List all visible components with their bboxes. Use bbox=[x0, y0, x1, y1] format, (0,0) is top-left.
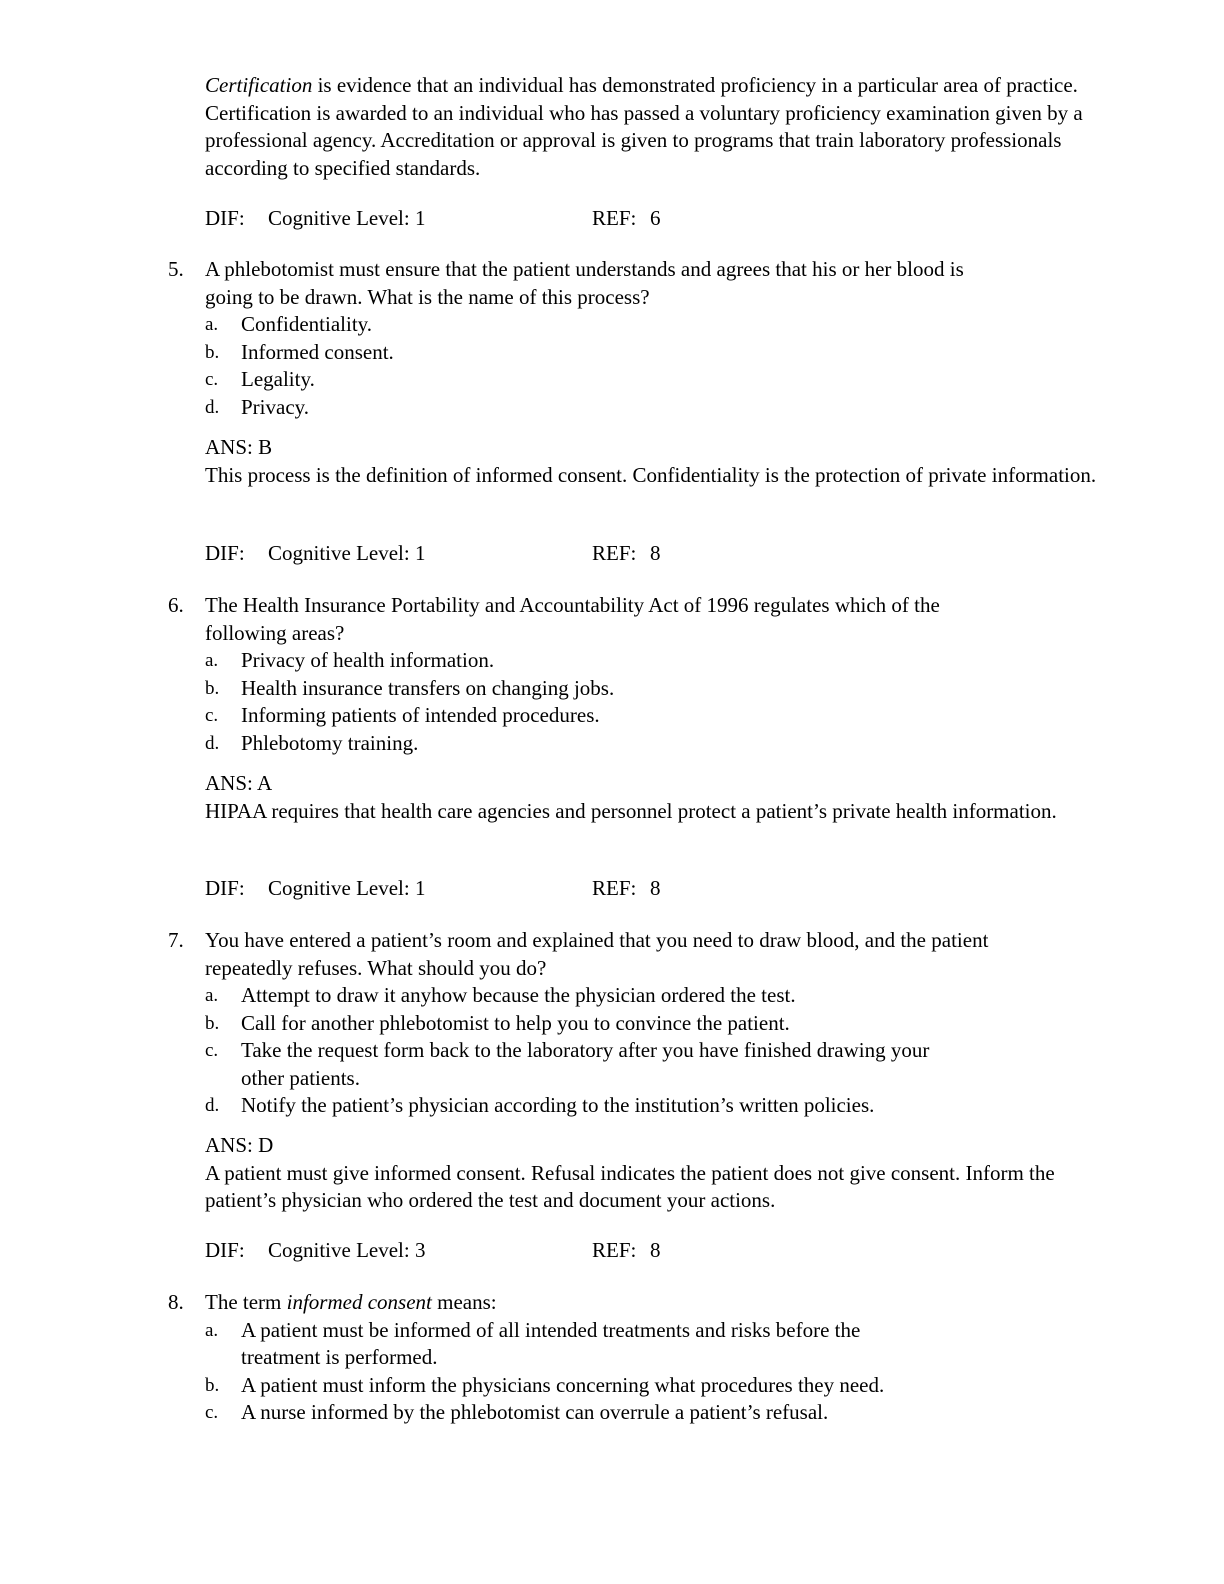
answer-line bbox=[205, 770, 1105, 798]
option-text-continuation: other patients. bbox=[241, 1065, 360, 1090]
dif-value: Cognitive Level: 1 bbox=[268, 206, 426, 230]
question-stem bbox=[205, 592, 1108, 647]
option-text: Privacy. bbox=[241, 394, 310, 419]
meta-row-6 bbox=[205, 875, 905, 903]
meta-row-7 bbox=[205, 1237, 905, 1265]
option-letter: b. bbox=[205, 1012, 220, 1034]
question-number: 8. bbox=[168, 1290, 184, 1314]
question-stem-text: means: bbox=[431, 1290, 497, 1314]
option-text: Notify the patient’s physician according to the institution’s written policies. bbox=[241, 1093, 875, 1117]
answer-value: B bbox=[258, 435, 273, 459]
question-6 bbox=[168, 592, 1108, 757]
option-a bbox=[205, 1317, 1108, 1372]
dif-value: Cognitive Level: 1 bbox=[268, 541, 426, 565]
question-stem-line: repeatedly refuses. What should you do? bbox=[205, 955, 547, 980]
option-d bbox=[205, 1092, 1108, 1120]
intro-meta-row bbox=[205, 205, 905, 233]
option-letter: b. bbox=[205, 341, 220, 363]
option-letter: b. bbox=[205, 677, 220, 699]
answer-line bbox=[205, 434, 1105, 462]
option-letter: b. bbox=[205, 1374, 220, 1396]
intro-paragraph bbox=[205, 72, 1105, 182]
option-b bbox=[205, 1372, 1108, 1400]
answer-label: ANS: bbox=[205, 435, 253, 459]
option-a bbox=[205, 647, 1108, 675]
option-b bbox=[205, 339, 1108, 367]
intro-text: is evidence that an individual has demonstrated proficiency in a particular area of practice. Certification is awarded to an individual who has passed a voluntary proficiency examination given by a professional agency. Accreditation or approval is given to programs that train laboratory professionals according to specified standards. bbox=[205, 73, 1083, 180]
question-stem bbox=[205, 1289, 1108, 1317]
question-number: 6. bbox=[168, 593, 184, 617]
option-text-continuation: treatment is performed. bbox=[241, 1345, 438, 1369]
question-5 bbox=[168, 256, 1108, 421]
ref-label: REF: bbox=[592, 206, 637, 230]
option-text: Privacy of health information. bbox=[241, 648, 495, 672]
ref-value: 8 bbox=[650, 541, 661, 565]
question-7 bbox=[168, 927, 1108, 1120]
option-list bbox=[205, 982, 1108, 1120]
option-text: A patient must be informed of all intended treatments and risks before the bbox=[241, 1317, 861, 1342]
option-letter: d. bbox=[205, 732, 220, 754]
answer-label: ANS: bbox=[205, 771, 253, 795]
ref-value: 8 bbox=[650, 876, 661, 900]
question-stem bbox=[205, 927, 1108, 982]
option-list bbox=[205, 1317, 1108, 1427]
option-text: Informing patients of intended procedures. bbox=[241, 703, 600, 727]
answer-value: D bbox=[258, 1133, 274, 1157]
ref-label: REF: bbox=[592, 876, 637, 900]
option-letter: d. bbox=[205, 1095, 220, 1116]
dif-label: DIF: bbox=[205, 1238, 245, 1262]
option-letter: c. bbox=[205, 705, 219, 726]
meta-row-5 bbox=[205, 540, 905, 568]
answer-block-6 bbox=[205, 770, 1105, 825]
option-list bbox=[205, 311, 1108, 421]
option-c bbox=[205, 1399, 1108, 1427]
question-stem bbox=[205, 256, 1108, 311]
answer-label: ANS: bbox=[205, 1133, 253, 1157]
option-text: Take the request form back to the laboratory after you have finished drawing your bbox=[241, 1038, 930, 1062]
ref-value: 8 bbox=[650, 1238, 661, 1262]
option-c bbox=[205, 366, 1108, 394]
option-letter: a. bbox=[205, 985, 219, 1006]
option-text: Call for another phlebotomist to help you to convince the patient. bbox=[241, 1010, 790, 1035]
option-list bbox=[205, 647, 1108, 757]
answer-value: A bbox=[256, 771, 273, 795]
option-text: Confidentiality. bbox=[241, 312, 373, 336]
dif-label: DIF: bbox=[205, 876, 245, 900]
option-a bbox=[205, 982, 1108, 1010]
option-text: A patient must inform the physicians concerning what procedures they need. bbox=[241, 1372, 885, 1397]
question-number: 7. bbox=[168, 928, 184, 952]
option-b bbox=[205, 1010, 1108, 1038]
answer-block-7 bbox=[205, 1132, 1105, 1215]
answer-line bbox=[205, 1132, 1105, 1160]
question-stem-line: The Health Insurance Portability and Accountability Act of 1996 regulates which of the bbox=[205, 593, 940, 617]
dif-label: DIF: bbox=[205, 206, 245, 230]
option-letter: a. bbox=[205, 650, 219, 671]
question-stem-line: A phlebotomist must ensure that the patient understands and agrees that his or her blood is bbox=[205, 257, 964, 281]
option-letter: c. bbox=[205, 369, 219, 390]
option-text: A nurse informed by the phlebotomist can overrule a patient’s refusal. bbox=[241, 1400, 829, 1424]
option-letter: a. bbox=[205, 314, 219, 335]
question-stem-line: going to be drawn. What is the name of this process? bbox=[205, 284, 650, 309]
rationale: HIPAA requires that health care agencies and personnel protect a patient’s private health information. bbox=[205, 798, 1057, 823]
option-d bbox=[205, 730, 1108, 758]
rationale: This process is the definition of informed consent. Confidentiality is the protection of private information. bbox=[205, 462, 1097, 487]
dif-value: Cognitive Level: 1 bbox=[268, 876, 426, 900]
question-stem-text: The term bbox=[205, 1290, 287, 1314]
question-stem-line: You have entered a patient’s room and explained that you need to draw blood, and the patient bbox=[205, 928, 989, 952]
option-a bbox=[205, 311, 1108, 339]
option-text: Legality. bbox=[241, 367, 315, 391]
option-letter: a. bbox=[205, 1319, 219, 1341]
question-8 bbox=[168, 1289, 1108, 1427]
intro-rationale bbox=[205, 72, 1105, 182]
question-stem-line: following areas? bbox=[205, 620, 345, 645]
option-d bbox=[205, 394, 1108, 422]
option-text: Health insurance transfers on changing jobs. bbox=[241, 675, 615, 700]
option-b bbox=[205, 675, 1108, 703]
option-letter: c. bbox=[205, 1040, 219, 1061]
dif-label: DIF: bbox=[205, 541, 245, 565]
intro-italic-term: Certification bbox=[205, 73, 313, 97]
rationale: A patient must give informed consent. Refusal indicates the patient does not give consent. Inform the patient’s physician who ordered the test and document your actions. bbox=[205, 1160, 1055, 1212]
option-letter: c. bbox=[205, 1402, 219, 1423]
option-text: Attempt to draw it anyhow because the physician ordered the test. bbox=[241, 983, 796, 1007]
ref-value: 6 bbox=[650, 206, 661, 230]
option-letter: d. bbox=[205, 396, 220, 418]
answer-block-5 bbox=[205, 434, 1105, 489]
option-text: Phlebotomy training. bbox=[241, 730, 419, 755]
option-text: Informed consent. bbox=[241, 339, 394, 364]
dif-value: Cognitive Level: 3 bbox=[268, 1238, 426, 1262]
question-number: 5. bbox=[168, 257, 184, 281]
option-c bbox=[205, 1037, 1108, 1092]
option-c bbox=[205, 702, 1108, 730]
ref-label: REF: bbox=[592, 541, 637, 565]
ref-label: REF: bbox=[592, 1238, 637, 1262]
question-stem-italic-term: informed consent bbox=[286, 1290, 432, 1314]
